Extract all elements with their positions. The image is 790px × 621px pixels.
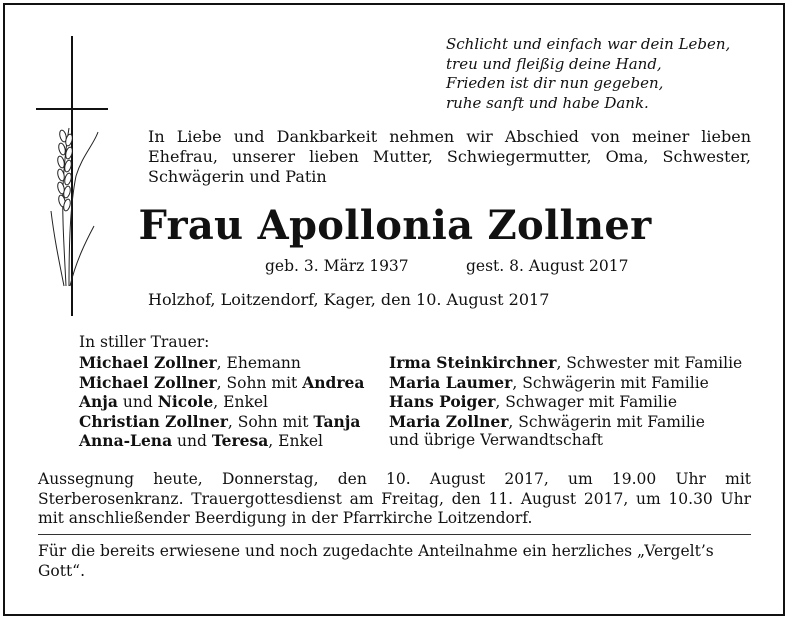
mourners-left-column [79, 353, 364, 451]
poem-line: Schlicht und einfach war dein Leben, [446, 35, 731, 53]
divider [38, 534, 751, 535]
thanks-text: Für die bereits erwiesene und noch zugedachte Anteilnahme ein herzliches „Vergelt’s Gott“. [38, 542, 714, 580]
poem [446, 35, 730, 113]
mourner-entry: Anja und Nicole, Enkel [79, 392, 268, 411]
funeral-details: Aussegnung heute, Donnerstag, den 10. August 2017, um 19.00 Uhr mit Sterberosenkranz. Trauergottesdienst am Freitag, den 11. August 2017, um 10.30 Uhr mit anschließender Beerdigung in der Pfarrkirche Loitzendorf. [38, 470, 751, 527]
death-date: gest. 8. August 2017 [466, 257, 629, 275]
deceased-name: Frau Apollonia Zollner [138, 202, 652, 249]
place-date: Holzhof, Loitzendorf, Kager, den 10. August 2017 [148, 290, 550, 309]
poem-line: ruhe sanft und habe Dank. [446, 93, 649, 112]
mourner-entry: Michael Zollner, Ehemann [79, 353, 301, 372]
mourner-entry: Hans Poiger, Schwager mit Familie [389, 392, 677, 411]
poem-line: treu und fleißig deine Hand, [446, 54, 662, 73]
mourner-entry: Anna-Lena und Teresa, Enkel [79, 431, 323, 450]
mourner-entry: Irma Steinkirchner, Schwester mit Familie [389, 353, 743, 372]
mourner-entry: Maria Laumer, Schwägerin mit Familie [389, 372, 709, 392]
poem-line: Frieden ist dir nun gegeben, [446, 74, 664, 92]
mourner-entry: und übrige Verwandtschaft [389, 431, 603, 449]
mourner-entry: Michael Zollner, Sohn mit Andrea [79, 372, 365, 392]
intro-text: In Liebe und Dankbarkeit nehmen wir Abschied von meiner lieben Ehefrau, unserer lieben Mutter, Schwiegermutter, Oma, Schwester, Schwägerin und Patin [148, 127, 751, 186]
mourner-entry: Maria Zollner, Schwägerin mit Familie [389, 411, 705, 431]
birth-date: geb. 3. März 1937 [265, 257, 409, 275]
mourning-label: In stiller Trauer: [79, 333, 210, 351]
mourner-entry: Christian Zollner, Sohn mit Tanja [79, 411, 361, 431]
mourners-right-column [389, 353, 742, 451]
cross-with-wheat-ear-icon [36, 36, 111, 316]
